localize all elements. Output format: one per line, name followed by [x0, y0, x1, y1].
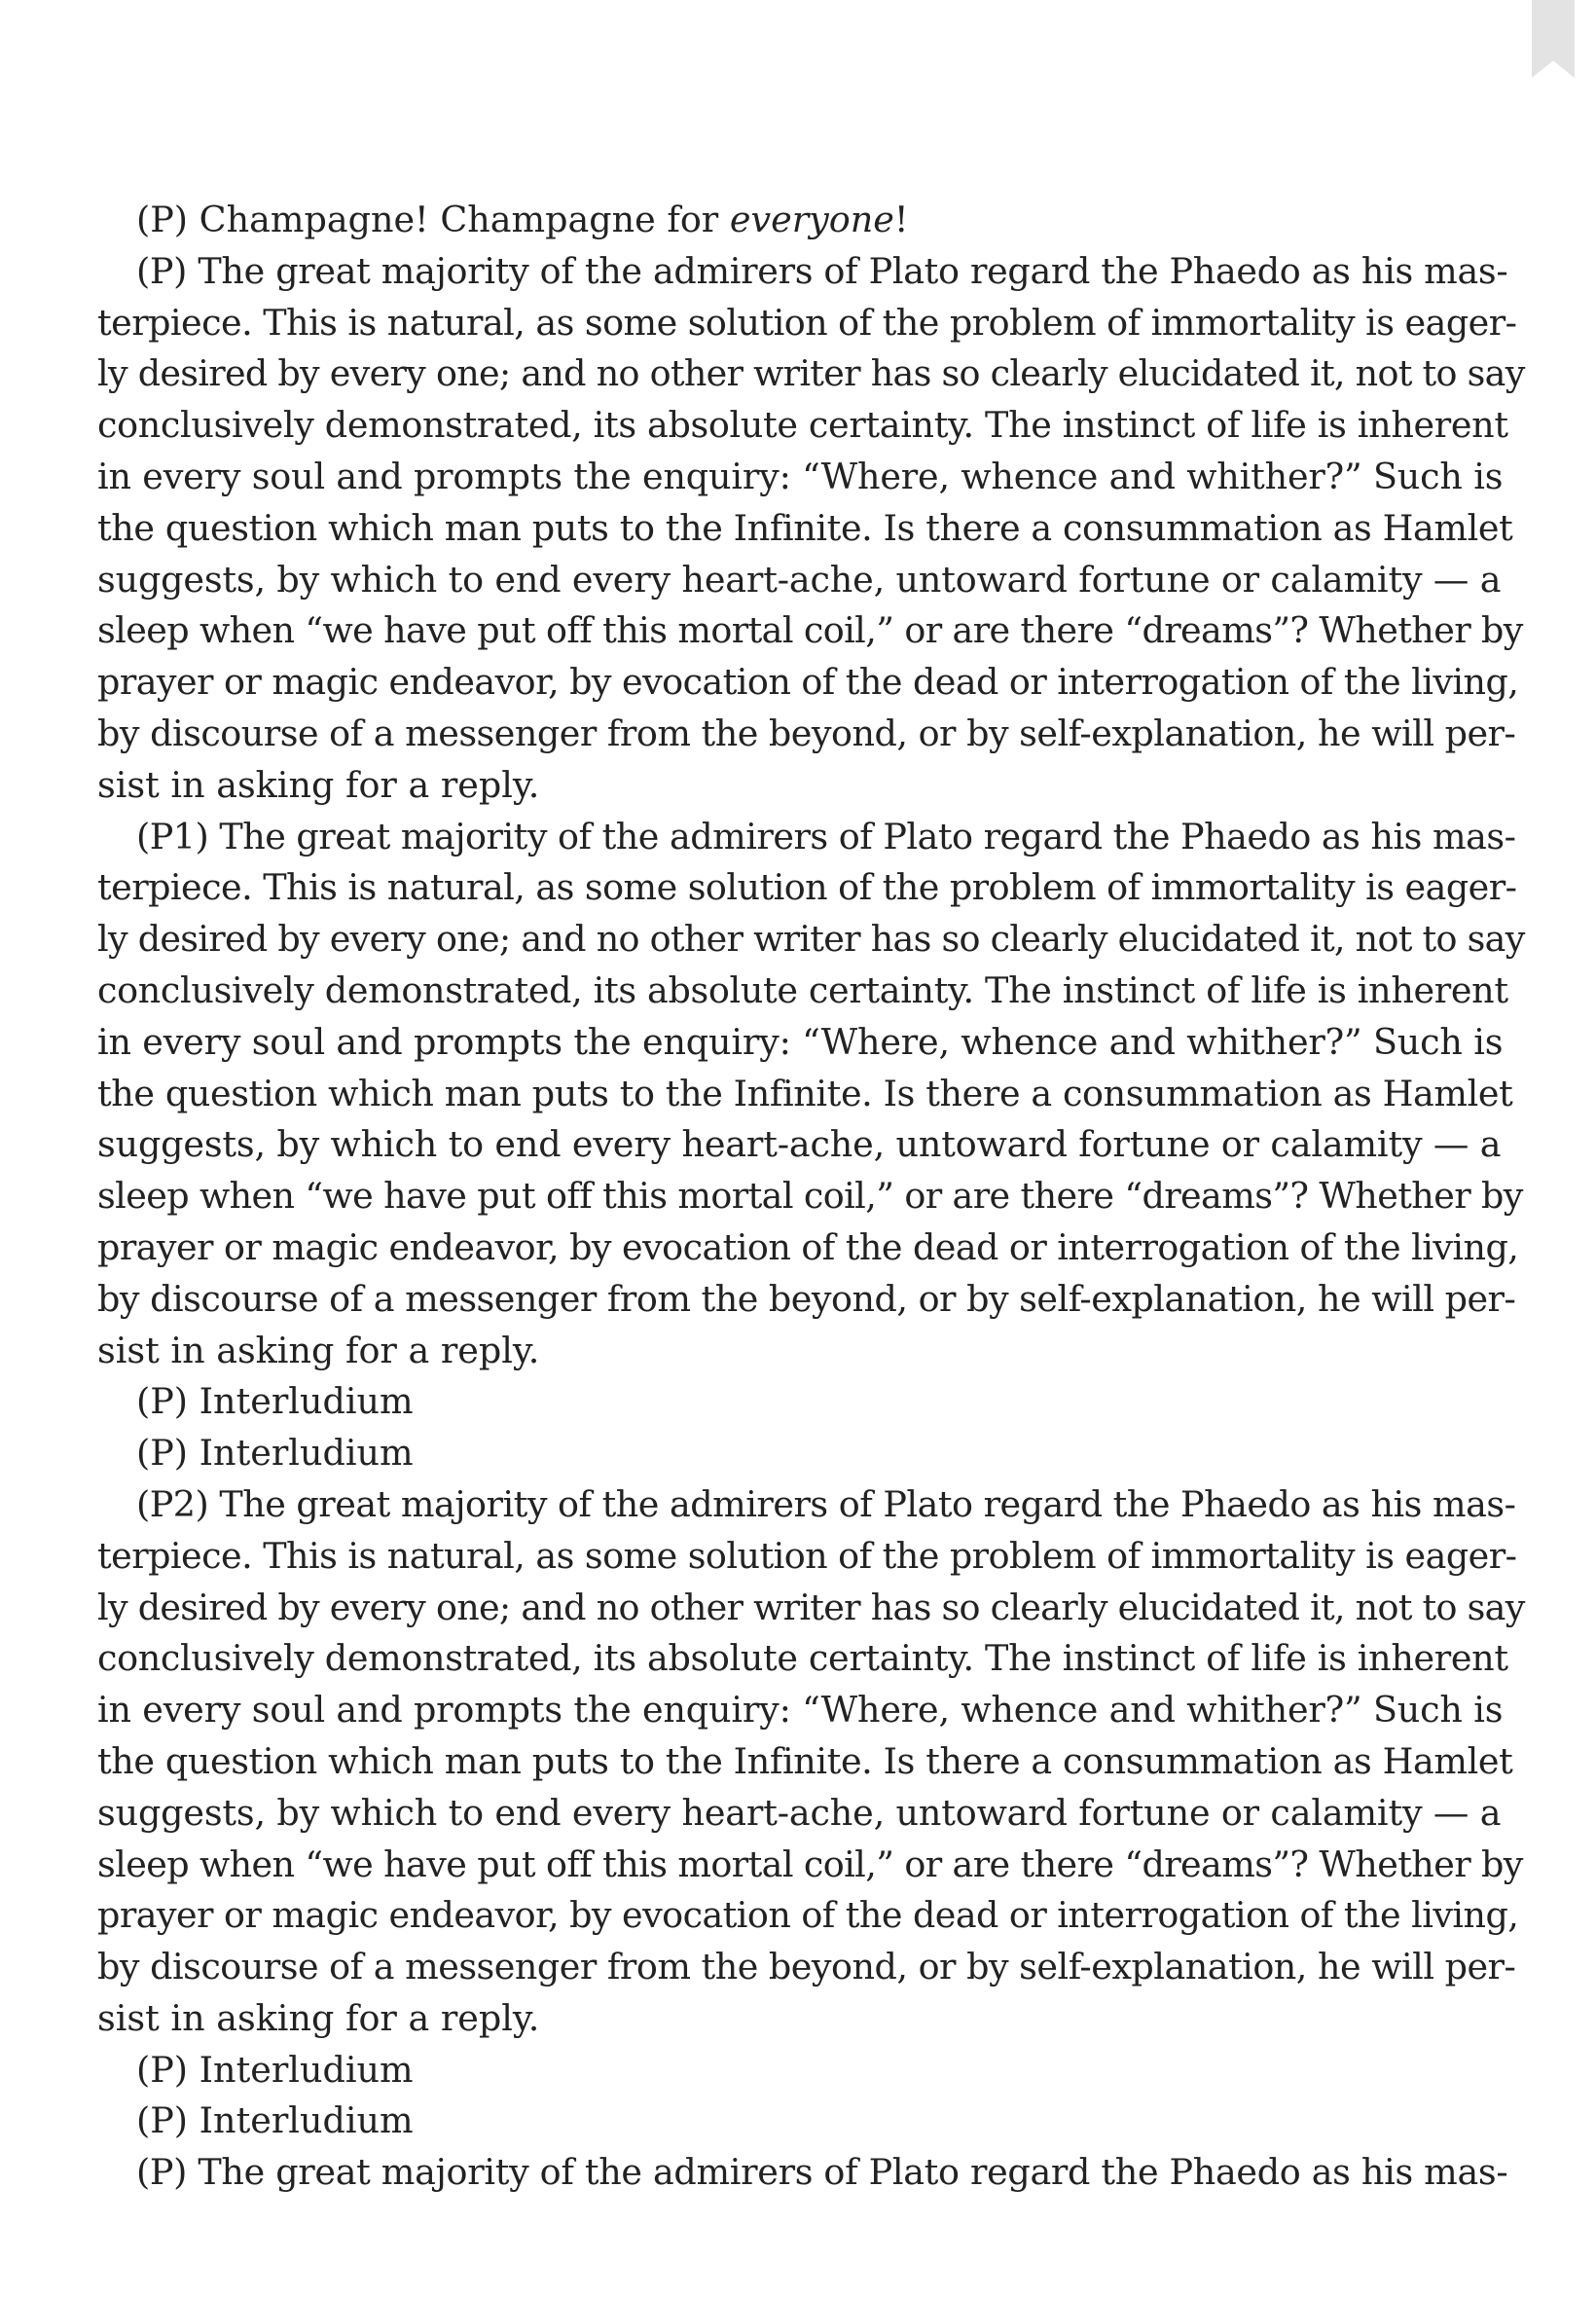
paragraph-line: the question which man puts to the Infinite. Is there a consummation as Hamlet — [97, 1072, 1513, 1114]
paragraph-champagne — [97, 195, 1495, 246]
paragraph-line: ly desired by every one; and no other writer has so clearly elucidated it, not to say — [97, 918, 1525, 961]
paragraph-line: sist in asking for a reply. — [97, 1996, 540, 2039]
paragraph-interludium: (P) Interludium — [136, 1432, 414, 1475]
paragraph-line: in every soul and prompts the enquiry: “Where, whence and whither?” Such is — [97, 455, 1504, 497]
paragraph-line: suggests, by which to end every heart-ache, untoward fortune or calamity — a — [97, 1123, 1502, 1166]
paragraph-interludium: (P) Interludium — [136, 2048, 414, 2091]
paragraph-line: prayer or magic endeavor, by evocation of the dead or interrogation of the living, — [97, 661, 1519, 704]
paragraph-interludium: (P) Interludium — [136, 2099, 414, 2142]
paragraph-line: (P1) The great majority of the admirers of Plato regard the Phaedo as his mas- — [136, 815, 1516, 857]
champagne-text: (P) Champagne! Champagne for — [136, 199, 730, 240]
paragraph-p — [97, 246, 1525, 812]
paragraph-line: sist in asking for a reply. — [97, 763, 540, 806]
paragraph-p1 — [97, 812, 1525, 1377]
bookmark-icon[interactable] — [1532, 0, 1575, 78]
paragraph-line: conclusively demonstrated, its absolute certainty. The instinct of life is inherent — [97, 968, 1508, 1011]
paragraph-line: (P2) The great majority of the admirers of Plato regard the Phaedo as his mas- — [136, 1482, 1516, 1525]
paragraph-line: ly desired by every one; and no other writer has so clearly elucidated it, not to say — [97, 352, 1525, 395]
paragraph-line: ly desired by every one; and no other writer has so clearly elucidated it, not to say — [97, 1586, 1525, 1628]
champagne-emphasis: everyone — [729, 199, 894, 240]
paragraph-interludium: (P) Interludium — [136, 1380, 414, 1423]
paragraph-line: terpiece. This is natural, as some solution of the problem of immortality is eager- — [97, 1534, 1517, 1577]
paragraph-line: in every soul and prompts the enquiry: “Where, whence and whither?” Such is — [97, 1689, 1504, 1732]
paragraph-line: terpiece. This is natural, as some solution of the problem of immortality is eager- — [97, 866, 1517, 909]
paragraph-line: conclusively demonstrated, its absolute certainty. The instinct of life is inherent — [97, 404, 1508, 447]
paragraph-line: the question which man puts to the Infinite. Is there a consummation as Hamlet — [97, 506, 1513, 549]
page-content — [97, 195, 1525, 2199]
paragraph-line: prayer or magic endeavor, by evocation of the dead or interrogation of the living, — [97, 1225, 1519, 1268]
paragraph-line: terpiece. This is natural, as some solution of the problem of immortality is eager- — [97, 301, 1517, 344]
paragraph-line: sleep when “we have put off this mortal coil,” or are there “dreams”? Whether by — [97, 609, 1523, 652]
paragraph-line: (P) The great majority of the admirers of Plato regard the Phaedo as his mas- — [136, 249, 1508, 292]
paragraph-last: (P) The great majority of the admirers of Plato regard the Phaedo as his mas- — [136, 2151, 1508, 2194]
paragraph-line: prayer or magic endeavor, by evocation of the dead or interrogation of the living, — [97, 1894, 1519, 1937]
paragraph-line: conclusively demonstrated, its absolute certainty. The instinct of life is inherent — [97, 1637, 1508, 1680]
paragraph-line: by discourse of a messenger from the beyond, or by self-explanation, he will per- — [97, 1277, 1516, 1320]
paragraph-line: by discourse of a messenger from the beyond, or by self-explanation, he will per- — [97, 711, 1516, 754]
paragraph-p2 — [97, 1479, 1525, 2045]
paragraph-line: suggests, by which to end every heart-ache, untoward fortune or calamity — a — [97, 558, 1502, 601]
paragraph-line: suggests, by which to end every heart-ache, untoward fortune or calamity — a — [97, 1791, 1502, 1834]
paragraph-line: sleep when “we have put off this mortal coil,” or are there “dreams”? Whether by — [97, 1842, 1523, 1885]
paragraph-line: sist in asking for a reply. — [97, 1329, 540, 1371]
paragraph-line: the question which man puts to the Infinite. Is there a consummation as Hamlet — [97, 1739, 1513, 1782]
paragraph-line: by discourse of a messenger from the beyond, or by self-explanation, he will per- — [97, 1946, 1516, 1988]
paragraph-line: sleep when “we have put off this mortal coil,” or are there “dreams”? Whether by — [97, 1175, 1523, 1218]
paragraph-line: in every soul and prompts the enquiry: “Where, whence and whither?” Such is — [97, 1020, 1504, 1063]
champagne-suffix: ! — [893, 199, 909, 240]
